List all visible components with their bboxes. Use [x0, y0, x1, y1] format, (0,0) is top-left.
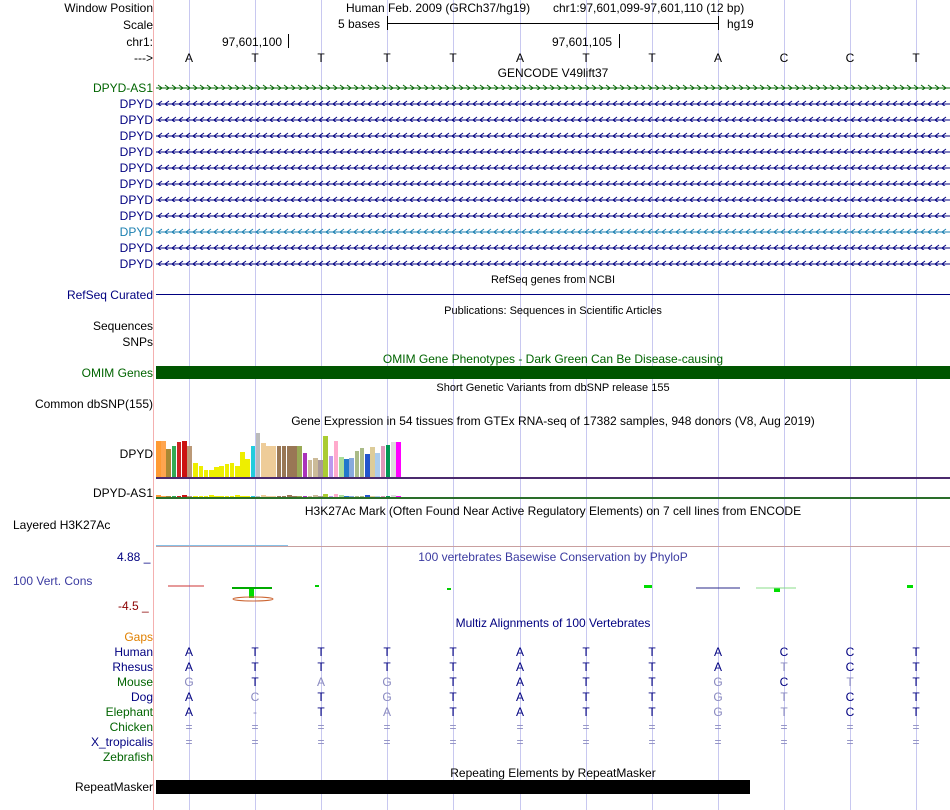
multiz-species-label[interactable]: Rhesus [112, 660, 153, 674]
multiz-base: G [713, 705, 723, 719]
reference-base: C [779, 51, 789, 65]
multiz-base: T [912, 645, 920, 659]
gtex-tissue-bar[interactable] [177, 442, 182, 477]
multiz-base: T [317, 660, 325, 674]
gencode-gene-label[interactable]: DPYD [119, 257, 153, 271]
multiz-species-label[interactable]: Elephant [105, 705, 153, 719]
gtex-tissue-bar[interactable] [271, 446, 276, 477]
multiz-base: T [317, 690, 325, 704]
reference-base: T [317, 51, 325, 65]
gtex-tissue-bar[interactable] [256, 433, 261, 477]
gencode-transcript-line[interactable] [156, 84, 950, 90]
multiz-base: T [780, 690, 788, 704]
gencode-gene-label[interactable]: DPYD [119, 97, 153, 111]
gtex-dpyd-baseline [156, 477, 950, 479]
multiz-base: A [184, 690, 193, 704]
multiz-base: A [515, 705, 524, 719]
gtex-tissue-bar[interactable] [172, 446, 177, 477]
multiz-species-label[interactable]: Chicken [109, 720, 153, 734]
gtex-tissue-bar[interactable] [187, 446, 192, 477]
h3k27ac-label[interactable]: Layered H3K27Ac [13, 518, 111, 532]
multiz-base: T [912, 660, 920, 674]
gtex-tissue-bar[interactable] [219, 466, 224, 477]
multiz-base: T [251, 675, 259, 689]
coord-tick-2: 97,601,105 [552, 35, 613, 49]
gtex-tissue-bar[interactable] [313, 458, 318, 477]
multiz-base: A [382, 705, 391, 719]
gencode-gene-label[interactable]: DPYD [119, 145, 153, 159]
phylop-max: 4.88 _ [117, 550, 151, 564]
multiz-base: T [383, 645, 391, 659]
multiz-base: T [449, 675, 457, 689]
multiz-base: = [780, 720, 788, 734]
gtex-title: Gene Expression in 54 tissues from GTEx RNA-seq of 17382 samples, 948 donors (V8, Aug 2019) [291, 414, 815, 428]
gencode-title: GENCODE V49lift37 [497, 66, 609, 80]
multiz-base: G [382, 690, 392, 704]
multiz-base: T [449, 660, 457, 674]
gtex-tissue-bar[interactable] [209, 470, 214, 477]
multiz-base: T [317, 645, 325, 659]
multiz-base: A [515, 690, 524, 704]
coord-tick-mark-1 [288, 34, 289, 48]
gtex-tissue-bar[interactable] [230, 463, 235, 477]
gencode-transcript-line[interactable] [156, 196, 950, 202]
scale-bar [387, 23, 718, 24]
multiz-base: T [251, 645, 259, 659]
multiz-base: = [714, 720, 722, 734]
reference-base: T [912, 51, 920, 65]
gtex-as1-baseline [156, 497, 950, 499]
multiz-base: = [912, 735, 920, 749]
multiz-base: = [516, 735, 524, 749]
gtex-tissue-bar[interactable] [204, 470, 209, 477]
gtex-tissue-bar[interactable] [225, 464, 230, 477]
gtex-tissue-bar[interactable] [344, 459, 349, 477]
gtex-tissue-bar[interactable] [261, 443, 266, 477]
multiz-base: T [582, 705, 590, 719]
multiz-base: A [515, 645, 524, 659]
multiz-base: A [316, 675, 325, 689]
multiz-base: T [317, 705, 325, 719]
publications-sequences-label[interactable]: Sequences [92, 319, 153, 333]
scale-label: Scale [122, 18, 153, 32]
multiz-base: G [184, 675, 194, 689]
multiz-base: = [912, 720, 920, 734]
multiz-base: = [516, 720, 524, 734]
multiz-base: = [780, 735, 788, 749]
reference-base: A [713, 51, 722, 65]
multiz-base: A [515, 660, 524, 674]
multiz-base: T [648, 645, 656, 659]
multiz-base: T [582, 660, 590, 674]
multiz-species-label[interactable]: Dog [130, 690, 153, 704]
gencode-gene-label[interactable]: DPYD [119, 129, 153, 143]
gencode-transcript-line[interactable] [156, 228, 950, 234]
multiz-gaps-label[interactable]: Gaps [124, 630, 153, 644]
dbsnp-label[interactable]: Common dbSNP(155) [34, 397, 153, 411]
gencode-gene-label[interactable]: DPYD [119, 193, 153, 207]
multiz-base: T [912, 675, 920, 689]
multiz-base: = [582, 735, 590, 749]
multiz-title: Multiz Alignments of 100 Vertebrates [455, 616, 651, 630]
multiz-base: = [383, 735, 391, 749]
multiz-base: A [515, 675, 524, 689]
gtex-tissue-bar[interactable] [381, 446, 386, 477]
gencode-transcript-line[interactable] [156, 148, 950, 154]
omim-label[interactable]: OMIM Genes [81, 366, 153, 380]
gencode-gene-label[interactable]: DPYD [119, 177, 153, 191]
gtex-tissue-bar[interactable] [292, 446, 297, 477]
gencode-transcript-line[interactable] [156, 244, 950, 250]
multiz-base: C [779, 645, 789, 659]
gtex-tissue-bar[interactable] [193, 463, 198, 477]
gencode-transcript-line[interactable] [156, 132, 950, 138]
gtex-tissue-bar[interactable] [323, 436, 328, 477]
multiz-base: A [713, 645, 722, 659]
gencode-transcript-line[interactable] [156, 260, 950, 266]
position-range[interactable]: chr1:97,601,099-97,601,110 (12 bp) [553, 1, 745, 15]
multiz-base: = [251, 720, 259, 734]
gtex-tissue-bar[interactable] [235, 466, 240, 477]
gtex-tissue-bar[interactable] [349, 458, 354, 477]
gtex-tissue-bar[interactable] [199, 466, 204, 477]
gencode-gene-label[interactable]: DPYD [119, 241, 153, 255]
multiz-base: A [184, 645, 193, 659]
phylop-min: -4.5 _ [118, 599, 149, 613]
scale-text: 5 bases [338, 17, 381, 31]
multiz-base: = [648, 735, 656, 749]
multiz-base: = [317, 720, 325, 734]
reference-base: T [251, 51, 259, 65]
gtex-tissue-bar[interactable] [318, 460, 323, 477]
publications-snps-label[interactable]: SNPs [122, 335, 153, 349]
gtex-tissue-bar[interactable] [266, 446, 271, 477]
multiz-base: = [317, 735, 325, 749]
refseq-gene-line[interactable] [156, 294, 950, 295]
multiz-base: T [582, 645, 590, 659]
repeatmasker-title: Repeating Elements by RepeatMasker [450, 766, 656, 780]
multiz-base: C [845, 705, 855, 719]
repeatmasker-element[interactable] [156, 780, 750, 794]
gencode-gene-label[interactable]: DPYD [119, 161, 153, 175]
publications-title: Publications: Sequences in Scientific Articles [444, 305, 662, 317]
phylop-label[interactable]: 100 Vert. Cons [13, 574, 93, 588]
reference-base: T [648, 51, 656, 65]
gencode-gene-label[interactable]: DPYD-AS1 [92, 81, 153, 95]
multiz-base: = [582, 720, 590, 734]
multiz-base: T [780, 705, 788, 719]
multiz-base: = [449, 735, 457, 749]
multiz-base: T [449, 690, 457, 704]
strand-label: ---> [134, 51, 153, 65]
multiz-base: T [780, 660, 788, 674]
reference-base: A [184, 51, 193, 65]
gtex-tissue-bar[interactable] [245, 459, 250, 477]
gtex-tissue-bar[interactable] [166, 449, 171, 477]
chrom-label: chr1: [126, 35, 153, 49]
gtex-tissue-bar[interactable] [365, 454, 370, 477]
reference-base: C [845, 51, 855, 65]
multiz-base: C [845, 690, 855, 704]
refseq-title: RefSeq genes from NCBI [490, 274, 616, 286]
reference-base: T [449, 51, 457, 65]
multiz-base: T [648, 660, 656, 674]
multiz-base: T [846, 675, 854, 689]
gtex-tissue-bar[interactable] [214, 467, 219, 477]
gtex-tissue-bar[interactable] [355, 451, 360, 477]
multiz-species-label[interactable]: Zebrafish [102, 750, 153, 764]
gtex-tissue-bar[interactable] [396, 442, 401, 477]
scale-db: hg19 [727, 17, 754, 31]
phylop-title: 100 vertebrates Basewise Conservation by PhyloP [418, 550, 688, 564]
gtex-tissue-bar[interactable] [161, 441, 166, 477]
gtex-tissue-bar[interactable] [240, 452, 245, 477]
multiz-base: T [383, 660, 391, 674]
multiz-base: T [648, 675, 656, 689]
refseq-label[interactable]: RefSeq Curated [66, 288, 153, 302]
gtex-tissue-bar[interactable] [375, 453, 380, 477]
gtex-tissue-bar[interactable] [297, 446, 302, 477]
multiz-base: C [250, 690, 260, 704]
gencode-gene-label[interactable]: DPYD [119, 225, 153, 239]
h3k27ac-baseline [156, 546, 950, 547]
multiz-base: T [251, 660, 259, 674]
gtex-tissue-bar[interactable] [308, 460, 313, 477]
multiz-base: T [449, 705, 457, 719]
multiz-base: = [251, 735, 259, 749]
coord-tick-mark-2 [619, 34, 620, 48]
gtex-tissue-bar[interactable] [277, 446, 282, 477]
multiz-species-label[interactable]: X_tropicalis [90, 735, 153, 749]
multiz-base: C [779, 675, 789, 689]
reference-base: T [582, 51, 590, 65]
reference-base: T [383, 51, 391, 65]
multiz-base: G [713, 690, 723, 704]
gtex-tissue-bar[interactable] [251, 446, 256, 477]
multiz-base: T [912, 690, 920, 704]
multiz-base: T [582, 690, 590, 704]
coord-tick-1: 97,601,100 [222, 35, 283, 49]
gencode-transcript-line[interactable] [156, 100, 950, 106]
multiz-base: A [713, 660, 722, 674]
gtex-tissue-bar[interactable] [282, 446, 287, 477]
repeatmasker-label[interactable]: RepeatMasker [74, 780, 153, 794]
multiz-base: T [912, 705, 920, 719]
multiz-base: T [582, 675, 590, 689]
multiz-base: T [648, 705, 656, 719]
multiz-base: = [846, 720, 854, 734]
gtex-tissue-bar[interactable] [287, 446, 292, 477]
gtex-dpyd-as1-label[interactable]: DPYD-AS1 [92, 486, 153, 500]
multiz-base: G [713, 675, 723, 689]
gtex-dpyd-label[interactable]: DPYD [119, 447, 153, 461]
multiz-base: C [845, 645, 855, 659]
h3k27ac-title: H3K27Ac Mark (Often Found Near Active Regulatory Elements) on 7 cell lines from ENCODE [304, 504, 802, 518]
gencode-transcript-line[interactable] [156, 164, 950, 170]
multiz-species-label[interactable]: Mouse [116, 675, 153, 689]
reference-base: A [515, 51, 524, 65]
multiz-species-label[interactable]: Human [114, 645, 153, 659]
phylop-signal [156, 580, 950, 605]
window-position-label: Window Position [64, 1, 153, 15]
gencode-gene-label[interactable]: DPYD [119, 113, 153, 127]
assembly-name: Human Feb. 2009 (GRCh37/hg19) [346, 1, 531, 15]
gencode-transcript-line[interactable] [156, 180, 950, 186]
multiz-base: = [185, 735, 193, 749]
multiz-base: - [253, 705, 257, 719]
multiz-base: T [449, 645, 457, 659]
multiz-base: A [184, 660, 193, 674]
gtex-tissue-bar[interactable] [391, 442, 396, 477]
gtex-tissue-bar[interactable] [182, 441, 187, 477]
gtex-tissue-bar[interactable] [329, 456, 334, 477]
multiz-base: A [184, 705, 193, 719]
multiz-base: = [383, 720, 391, 734]
gtex-tissue-bar[interactable] [334, 441, 339, 477]
dbsnp-title: Short Genetic Variants from dbSNP release 155 [436, 382, 670, 394]
omim-gene-bar[interactable] [156, 366, 950, 379]
multiz-base: = [185, 720, 193, 734]
scale-bar-right [718, 16, 719, 30]
gtex-tissue-bar[interactable] [386, 445, 391, 477]
gtex-tissue-bar[interactable] [156, 441, 161, 477]
multiz-base: G [382, 675, 392, 689]
gtex-tissue-bar[interactable] [339, 457, 344, 477]
track-margin-divider [153, 0, 154, 810]
gencode-transcript-line[interactable] [156, 212, 950, 218]
multiz-base: = [648, 720, 656, 734]
omim-title: OMIM Gene Phenotypes - Dark Green Can Be Disease-causing [382, 352, 724, 366]
multiz-base: = [449, 720, 457, 734]
gencode-gene-label[interactable]: DPYD [119, 209, 153, 223]
multiz-base: T [648, 690, 656, 704]
gencode-transcript-line[interactable] [156, 116, 950, 122]
multiz-base: C [845, 660, 855, 674]
multiz-base: = [714, 735, 722, 749]
gtex-tissue-bar[interactable] [360, 448, 365, 477]
gtex-tissue-bar[interactable] [370, 447, 375, 477]
gtex-tissue-bar[interactable] [303, 453, 308, 477]
multiz-base: = [846, 735, 854, 749]
